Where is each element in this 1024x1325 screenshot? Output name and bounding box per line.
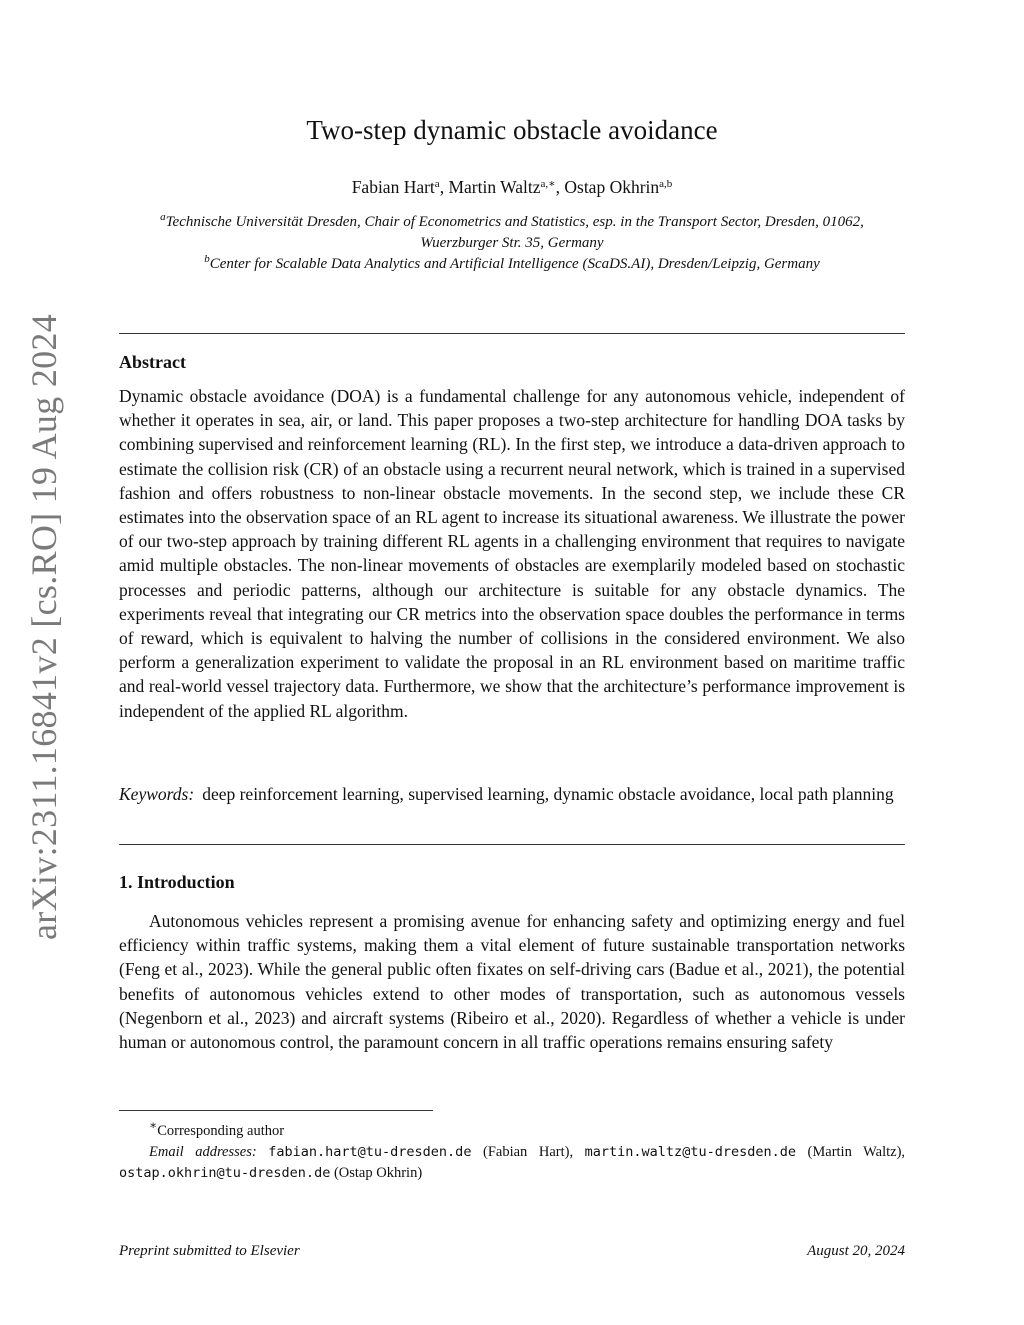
- keywords-text: deep reinforcement learning, supervised learning, dynamic obstacle avoidance, local path planning: [202, 784, 894, 804]
- footnote-corresponding: [119, 1115, 905, 1142]
- affiliation-b: [120, 254, 904, 275]
- author-list: Fabian Hart$^a$, Martin Waltz$^{a,∗}$, Ostap Okhrin$^{a,b}$: [351, 177, 673, 197]
- email-link[interactable]: fabian.hart@tu-dresden.de: [268, 1143, 472, 1160]
- email-owner: (Fabian Hart),: [483, 1143, 574, 1160]
- footer-date: August 20, 2024: [807, 1243, 905, 1259]
- arxiv-identifier: arXiv:2311.16841v2 [cs.RO] 19 Aug 2024: [24, 313, 64, 940]
- email-owner: (Martin Waltz),: [807, 1143, 906, 1160]
- affiliation-text: Technische Universität Dresden, Chair of Econometrics and Statistics, esp. in the Transport Sector, Dresden, 01062, Wuerzburger Str. 35, Germany: [165, 214, 864, 251]
- affiliation-a: [120, 212, 904, 254]
- author-name: Fabian Hart: [351, 177, 435, 197]
- email-label: Email addresses:: [149, 1143, 257, 1160]
- author-name: Ostap Okhrin: [564, 177, 660, 197]
- affiliation-mark: b: [204, 252, 210, 265]
- section-heading-introduction: 1. Introduction: [119, 872, 235, 892]
- affiliation-mark: a: [160, 210, 166, 223]
- footnote-emails: [119, 1142, 905, 1184]
- keywords-label: Keywords:: [119, 784, 195, 804]
- author-name: Martin Waltz: [448, 177, 541, 197]
- footnote-corresponding-text: Corresponding author: [157, 1122, 285, 1139]
- paper-title: Two-step dynamic obstacle avoidance: [306, 115, 718, 145]
- author-affiliation-mark: a: [434, 177, 440, 190]
- abstract-heading: Abstract: [119, 352, 186, 372]
- abstract-text: Dynamic obstacle avoidance (DOA) is a fundamental challenge for any autonomous vehicle, independent of whether it operates in sea, air, or land. This paper proposes a two-step architecture for handling DOA tasks by combining supervised and reinforcement learning (RL). In the first step, we introduce a data-driven approach to estimate the collision risk (CR) of an obstacle using a recurrent neural network, which is trained in a supervised fashion and offers robustness to non-linear obstacle movements. In the second step, we include these CR estimates into the observation space of an RL agent to increase its situational awareness. We illustrate the power of our two-step approach by training different RL agents in a challenging environment that requires to navigate amid multiple obstacles. The non-linear movements of obstacles are exemplarily modeled based on stochastic processes and periodic patterns, although our architecture is suitable for any obstacle dynamics. The experiments reveal that integrating our CR metrics into the observation space doubles the performance in terms of reward, which is equivalent to halving the number of collisions in the considered environment. We also perform a generalization experiment to validate the proposal in an RL environment based on maritime traffic and real-world vessel trajectory data. Furthermore, we show that the architecture’s performance improvement is independent of the applied RL algorithm.: [119, 386, 905, 721]
- footnote-mark: ∗: [149, 1118, 158, 1132]
- footnotes: [119, 1115, 905, 1184]
- keywords: [119, 782, 905, 806]
- abstract-top-rule: [119, 333, 905, 334]
- author-affiliation-mark: a,∗: [540, 177, 556, 190]
- email-owner: (Ostap Okhrin): [333, 1164, 423, 1181]
- email-link[interactable]: martin.waltz@tu-dresden.de: [584, 1143, 796, 1160]
- affiliations: [120, 212, 904, 275]
- author-affiliation-mark: a,b: [659, 177, 673, 190]
- affiliation-text: Center for Scalable Data Analytics and Artificial Intelligence (ScaDS.AI), Dresden/Leipzig, Germany: [209, 256, 820, 272]
- introduction-paragraph: Autonomous vehicles represent a promising avenue for enhancing safety and optimizing energy and fuel efficiency within traffic systems, making them a vital element of future sustainable transportation networks (Feng et al., 2023). While the general public often fixates on self-driving cars (Badue et al., 2021), the potential benefits of autonomous vehicles extend to other modes of transportation, such as autonomous vessels (Negenborn et al., 2023) and aircraft systems (Ribeiro et al., 2020). Regardless of whether a vehicle is under human or autonomous control, the paramount concern in all traffic operations remains ensuring safety: [119, 911, 905, 1053]
- abstract-bottom-rule: [119, 844, 905, 845]
- email-link[interactable]: ostap.okhrin@tu-dresden.de: [119, 1164, 331, 1181]
- footer-preprint-note: Preprint submitted to Elsevier: [119, 1243, 300, 1259]
- footnote-rule: [119, 1110, 433, 1111]
